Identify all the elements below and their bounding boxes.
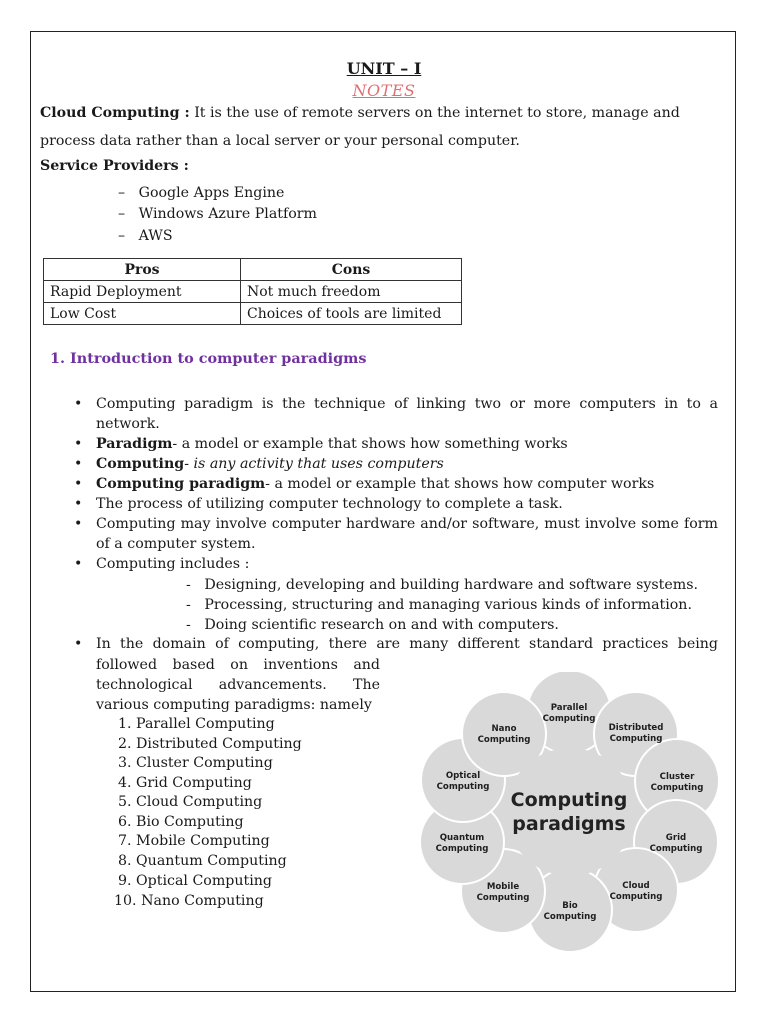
list-item: • Computing paradigm- a model or example that shows how computer works — [74, 476, 655, 492]
wrap-line: various computing paradigms: namely — [96, 697, 372, 713]
table-cell: Not much freedom — [241, 281, 462, 303]
optical-label: Optical — [445, 771, 481, 781]
table-row — [44, 303, 462, 325]
grid-label: Grid — [665, 833, 687, 843]
includes-item: - Designing, developing and building hardware and software systems. — [186, 577, 698, 593]
grid-label: Computing — [649, 844, 703, 854]
cloud-computing-definition — [40, 99, 720, 155]
bullet-icon: • — [74, 456, 83, 472]
includes-item: - Doing scientific research on and with computers. — [186, 617, 559, 633]
provider-item: – Google Apps Engine — [118, 185, 285, 201]
list-item: • Computing- is any activity that uses computers — [74, 456, 444, 472]
nano-label: Nano — [491, 724, 517, 734]
paradigm-list-item: 3. Cluster Computing — [118, 755, 273, 771]
quantum-label: Quantum — [439, 833, 485, 843]
paradigm-list-item: 5. Cloud Computing — [118, 794, 263, 810]
paradigm-list-item: 1. Parallel Computing — [118, 716, 275, 732]
bullet-icon: • — [74, 436, 83, 452]
bullet-icon: • — [74, 396, 83, 412]
wrap-line: technological advancements. The — [96, 677, 380, 693]
list-item: • Computing includes : — [74, 556, 250, 572]
cloud-computing-term: Cloud Computing : — [40, 105, 190, 121]
quantum-label: Computing — [435, 844, 489, 854]
list-item: • Computing paradigm is the technique of linking two or more computers in to a network. — [74, 396, 718, 432]
paradigm-list-item: 8. Quantum Computing — [118, 853, 287, 869]
paradigm-list-item: 9. Optical Computing — [118, 873, 272, 889]
paradigm-list-item: 10. Nano Computing — [114, 893, 264, 909]
provider-item: – Windows Azure Platform — [118, 206, 318, 222]
provider-item: – AWS — [118, 228, 173, 244]
table-row — [44, 281, 462, 303]
paradigm-list-item: 6. Bio Computing — [118, 814, 244, 830]
parallel-label: Computing — [542, 714, 596, 724]
list-item: • The process of utilizing computer technology to complete a task. — [74, 496, 563, 512]
cloud-computing-text: It is the use of remote servers on the internet to store, manage and process data rather than a local server or your personal computer. — [40, 105, 680, 149]
distributed-label: Computing — [609, 734, 663, 744]
table-header-row — [44, 259, 462, 281]
bio-label: Bio — [562, 901, 578, 911]
cluster-label: Cluster — [659, 772, 695, 782]
wrap-line: followed based on inventions and — [96, 657, 380, 673]
includes-item: - Processing, structuring and managing various kinds of information. — [186, 597, 692, 613]
bullet-icon: • — [74, 516, 83, 532]
mobile-label: Mobile — [486, 882, 520, 892]
distributed-label: Distributed — [608, 723, 664, 733]
pros-cons-table — [43, 258, 462, 325]
table-cell: Rapid Deployment — [44, 281, 241, 303]
bullet-list — [74, 394, 718, 574]
service-providers-heading: Service Providers : — [40, 158, 189, 174]
list-item: • Computing may involve computer hardware and/or software, must involve some form of a computer system. — [74, 516, 718, 552]
bio-label: Computing — [543, 912, 597, 922]
bullet-icon: • — [74, 556, 83, 572]
pros-header: Pros — [44, 259, 241, 281]
cloud-label: Computing — [609, 892, 663, 902]
center-fill — [506, 748, 634, 876]
bullet-icon: • — [74, 496, 83, 512]
bullet-icon: • — [74, 476, 83, 492]
cons-header: Cons — [241, 259, 462, 281]
optical-label: Computing — [436, 782, 490, 792]
section-heading: 1. Introduction to computer paradigms — [50, 350, 367, 367]
table-cell: Choices of tools are limited — [241, 303, 462, 325]
paradigm-list-item: 7. Mobile Computing — [118, 833, 270, 849]
center-label: Computing — [510, 789, 628, 811]
paradigm-list-item: 4. Grid Computing — [118, 775, 252, 791]
cluster-label: Computing — [650, 783, 704, 793]
cloud-label: Cloud — [622, 881, 650, 891]
mobile-label: Computing — [476, 893, 530, 903]
parallel-label: Parallel — [550, 703, 588, 713]
domain-bullet-line: In the domain of computing, there are many different standard practices being — [96, 636, 718, 652]
computing-paradigms-diagram — [410, 672, 730, 952]
nano-label: Computing — [477, 735, 531, 745]
table-cell: Low Cost — [44, 303, 241, 325]
paradigm-list-item: 2. Distributed Computing — [118, 736, 302, 752]
list-item: • Paradigm- a model or example that shows how something works — [74, 436, 568, 452]
center-label: paradigms — [512, 813, 626, 835]
notes-label: NOTES — [352, 81, 416, 100]
bullet-icon: • — [74, 636, 83, 652]
unit-title: UNIT – I — [346, 59, 422, 78]
